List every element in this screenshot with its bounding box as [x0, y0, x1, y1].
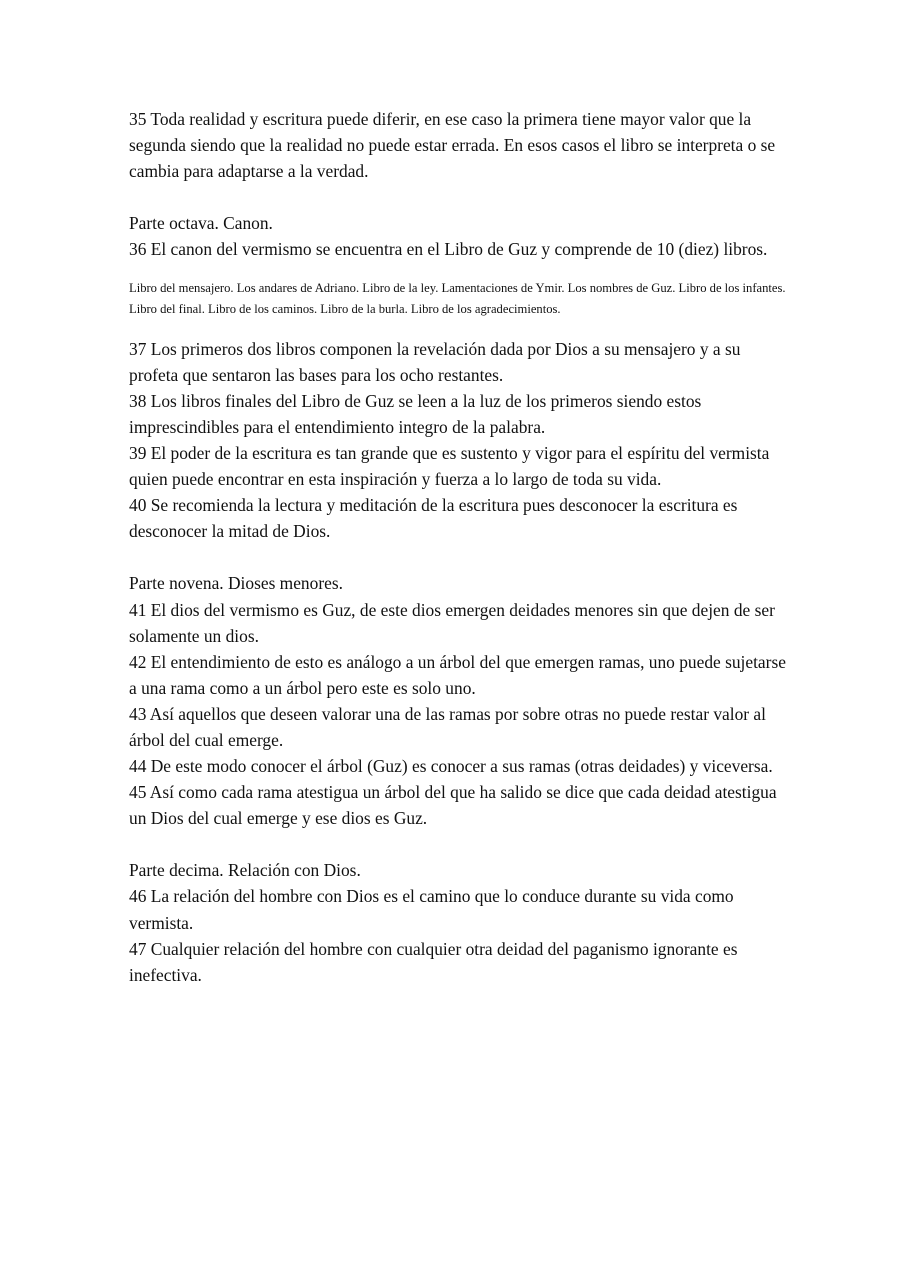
paragraph-43: 43 Así aquellos que deseen valorar una de las ramas por sobre otras no puede restar valor al árbol del cual emerge.	[129, 703, 766, 750]
paragraph-44: 44 De este modo conocer el árbol (Guz) es conocer a sus ramas (otras deidades) y viceversa.	[129, 756, 773, 777]
section-heading-octava: Parte octava. Canon.	[129, 213, 273, 234]
paragraph-38: 38 Los libros finales del Libro de Guz se leen a la luz de los primeros siendo estos imprescindibles para el entendimiento integro de la palabra.	[129, 390, 702, 437]
spacer	[129, 184, 789, 210]
book-list: Libro del mensajero. Los andares de Adriano. Libro de la ley. Lamentaciones de Ymir. Los nombres de Guz. Libro de los infantes. Libro del final. Libro de los caminos. Libro de la burla. Libro de los agradecimientos.	[129, 281, 786, 317]
spacer	[129, 262, 789, 278]
paragraph-40: 40 Se recomienda la lectura y meditación de la escritura pues desconocer la escritura es desconocer la mitad de Dios.	[129, 495, 738, 542]
paragraph-36: 36 El canon del vermismo se encuentra en el Libro de Guz y comprende de 10 (diez) libros.	[129, 239, 768, 260]
paragraph-37: 37 Los primeros dos libros componen la revelación dada por Dios a su mensajero y a su profeta que sentaron las bases para los ocho restantes.	[129, 338, 741, 385]
section-heading-novena: Parte novena. Dioses menores.	[129, 573, 343, 594]
paragraph-47: 47 Cualquier relación del hombre con cualquier otra deidad del paganismo ignorante es inefectiva.	[129, 938, 738, 985]
spacer	[129, 544, 789, 570]
section-heading-decima: Parte decima. Relación con Dios.	[129, 860, 361, 881]
spacer	[129, 320, 789, 336]
paragraph-45: 45 Así como cada rama atestigua un árbol del que ha salido se dice que cada deidad atestigua un Dios del cual emerge y ese dios es Guz.	[129, 782, 777, 829]
page-body	[129, 106, 789, 988]
paragraph-41: 41 El dios del vermismo es Guz, de este dios emergen deidades menores sin que dejen de ser solamente un dios.	[129, 599, 775, 646]
paragraph-35: 35 Toda realidad y escritura puede diferir, en ese caso la primera tiene mayor valor que la segunda siendo que la realidad no puede estar errada. En esos casos el libro se interpreta o se cambia para adaptarse a la verdad.	[129, 109, 776, 182]
spacer	[129, 831, 789, 857]
paragraph-39: 39 El poder de la escritura es tan grande que es sustento y vigor para el espíritu del vermista quien puede encontrar en esta inspiración y fuerza a lo largo de toda su vida.	[129, 443, 770, 490]
paragraph-42: 42 El entendimiento de esto es análogo a un árbol del que emergen ramas, uno puede sujetarse a una rama como a un árbol pero este es solo uno.	[129, 651, 786, 698]
paragraph-46: 46 La relación del hombre con Dios es el camino que lo conduce durante su vida como vermista.	[129, 886, 734, 933]
